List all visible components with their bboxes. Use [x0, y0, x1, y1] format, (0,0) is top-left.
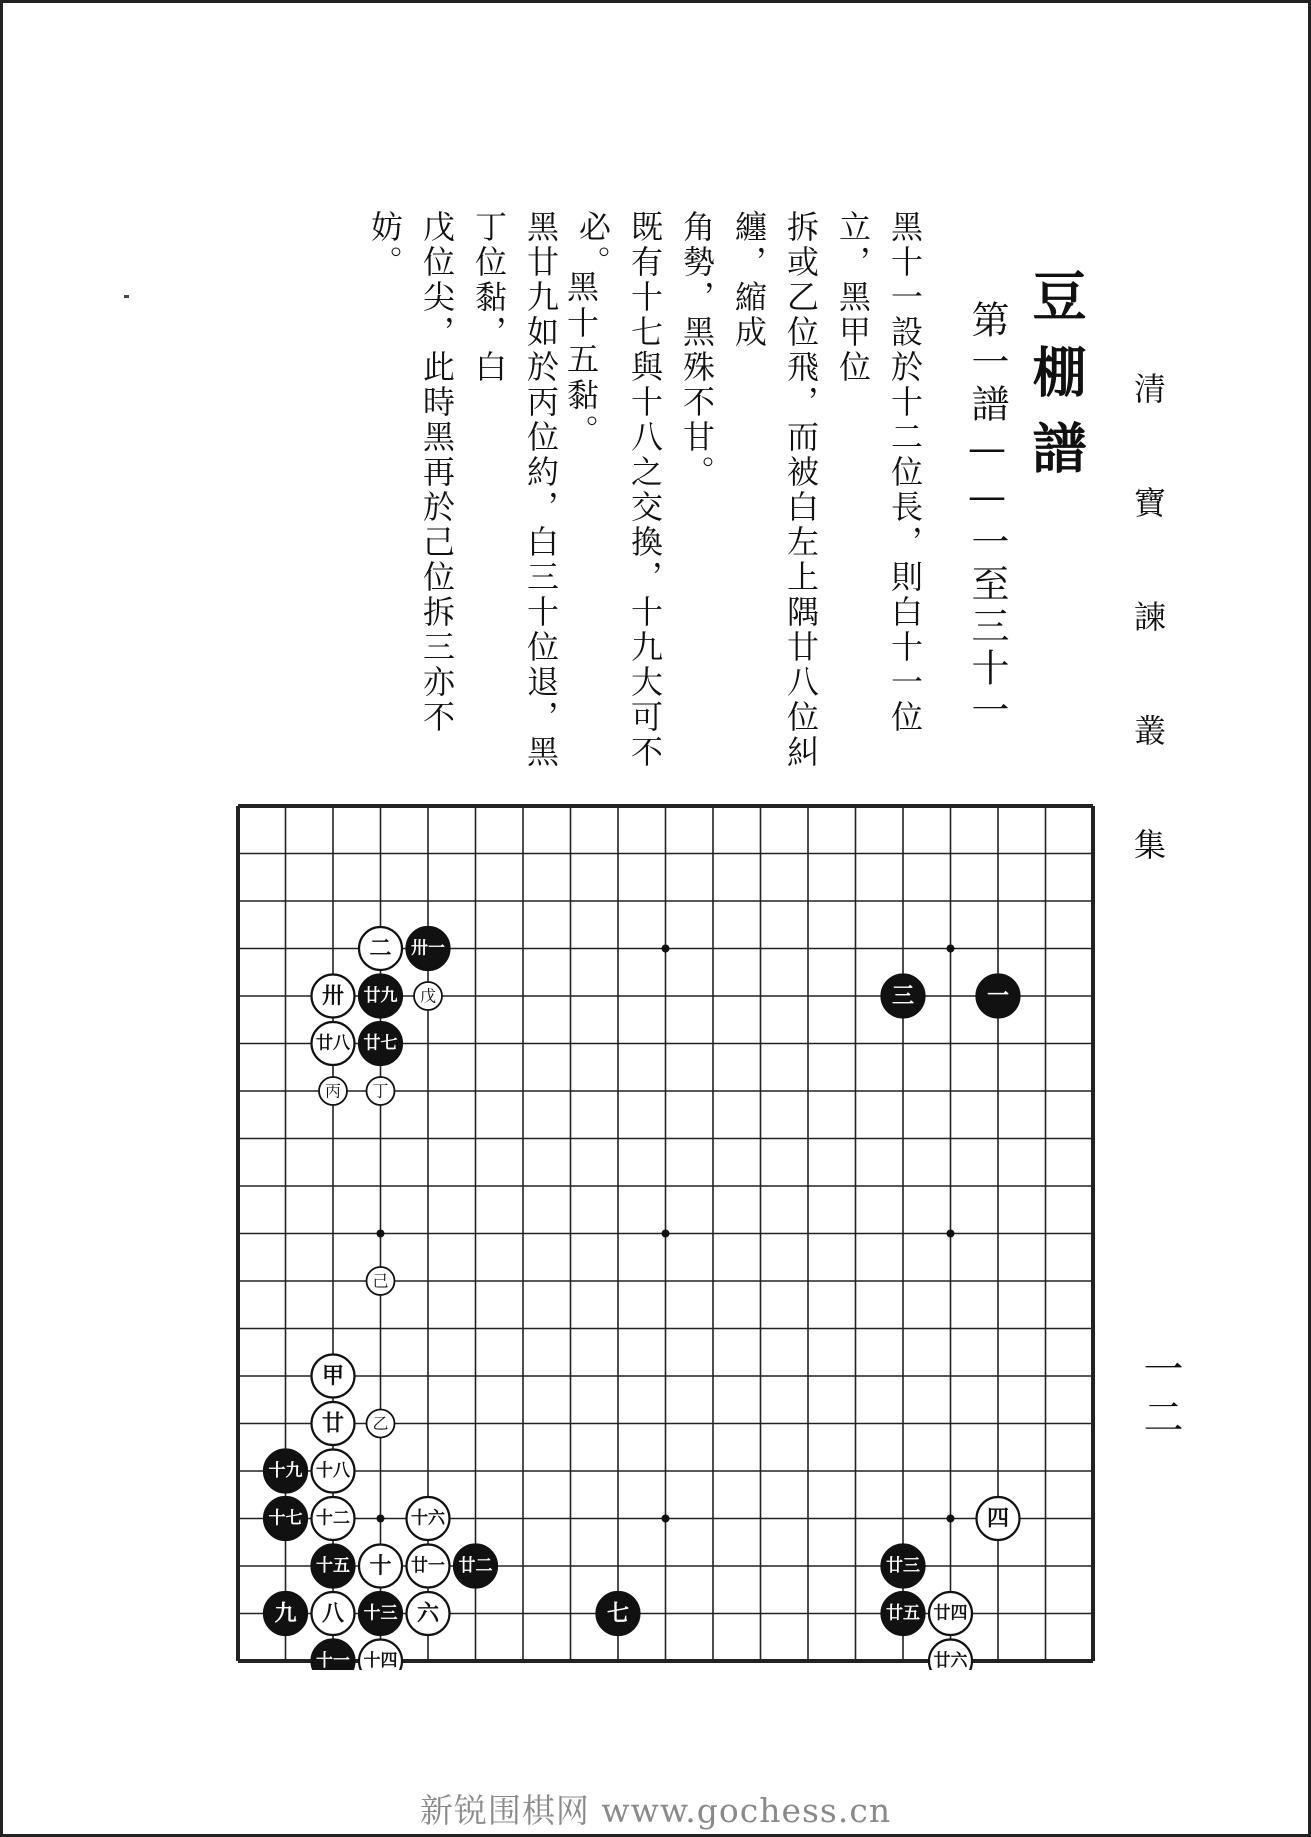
- stone-label: 三: [891, 983, 915, 1009]
- page-number: 一二: [1137, 1348, 1183, 1444]
- star-point: [377, 1230, 385, 1238]
- stone-label: 七: [606, 1600, 630, 1627]
- series-title: 清 寶 諫 叢 集: [1129, 372, 1167, 882]
- stone-label: 甲: [321, 1363, 345, 1389]
- stone-label: 廿一: [411, 1556, 445, 1576]
- stone-label: 十九: [268, 1461, 303, 1481]
- stone-label: 廿二: [458, 1556, 493, 1576]
- move-note: 黑十五黏。: [562, 270, 600, 450]
- stone-label: 十四: [363, 1651, 398, 1670]
- stone-label: 廿八: [316, 1033, 350, 1054]
- commentary-line: 拆或乙位飛，而被白左上隅廿八位糾纏，縮成: [730, 210, 820, 770]
- stone-label: 廿九: [363, 986, 398, 1006]
- marker-label: 乙: [372, 1414, 389, 1433]
- stone-label: 十七: [268, 1508, 303, 1529]
- star-point: [662, 1515, 670, 1523]
- commentary-line: 黑十一設於十二位長，則白十一位立，黑甲位: [834, 210, 924, 735]
- commentary-block: [359, 210, 931, 770]
- diagram-subtitle: 第一譜——一至三十一: [965, 300, 1009, 732]
- stone-label: 四: [986, 1505, 1010, 1532]
- commentary-line: 戊位尖，此時黑再於己位拆三亦不妨。: [366, 210, 456, 735]
- marker-label: 丙: [324, 1081, 342, 1101]
- stone-label: 廿七: [363, 1033, 398, 1054]
- stone-label: 十八: [316, 1461, 350, 1481]
- stone-label: 廿: [321, 1410, 345, 1437]
- go-board-diagram: [222, 790, 1107, 1670]
- marker-label: 丁: [372, 1081, 389, 1101]
- star-point: [947, 1230, 955, 1238]
- marker-label: 己: [372, 1271, 389, 1291]
- marker-label: 戊: [419, 986, 437, 1006]
- star-point: [662, 945, 670, 953]
- star-point: [377, 1515, 385, 1523]
- go-board: [222, 790, 1107, 1670]
- stone-label: 二: [369, 935, 392, 962]
- stone-label: 六: [416, 1600, 440, 1627]
- commentary-line: 既有十七與十八之交換，十九大可不必。: [574, 210, 664, 770]
- stone-label: 十一: [316, 1651, 350, 1670]
- star-point: [947, 1515, 955, 1523]
- commentary-line: 黑廿九如於丙位約，白三十位退，黑丁位黏，白: [470, 210, 560, 770]
- stone-label: 卅一: [411, 938, 445, 959]
- watermark: 新锐围棋网 www.gochess.cn: [419, 1791, 892, 1830]
- stone-label: 十: [369, 1553, 392, 1579]
- commentary-line: 角勢，黑殊不甘。: [678, 210, 716, 490]
- stone-label: 十二: [316, 1508, 350, 1529]
- stone-label: 八: [321, 1600, 345, 1627]
- ink-speck: [124, 295, 129, 298]
- star-point: [947, 945, 955, 953]
- stone-label: 十三: [363, 1603, 398, 1624]
- star-point: [662, 1230, 670, 1238]
- stone-label: 十五: [316, 1556, 350, 1576]
- page-title: 豆棚譜: [1024, 268, 1088, 496]
- stone-label: 廿三: [886, 1556, 920, 1576]
- stone-label: 九: [274, 1600, 297, 1627]
- stone-label: 廿六: [933, 1651, 968, 1670]
- stone-label: 一: [986, 983, 1010, 1009]
- stone-label: 卅: [321, 983, 345, 1009]
- stone-label: 廿四: [933, 1603, 968, 1624]
- stone-label: 廿五: [886, 1603, 920, 1624]
- stone-label: 十六: [411, 1508, 445, 1529]
